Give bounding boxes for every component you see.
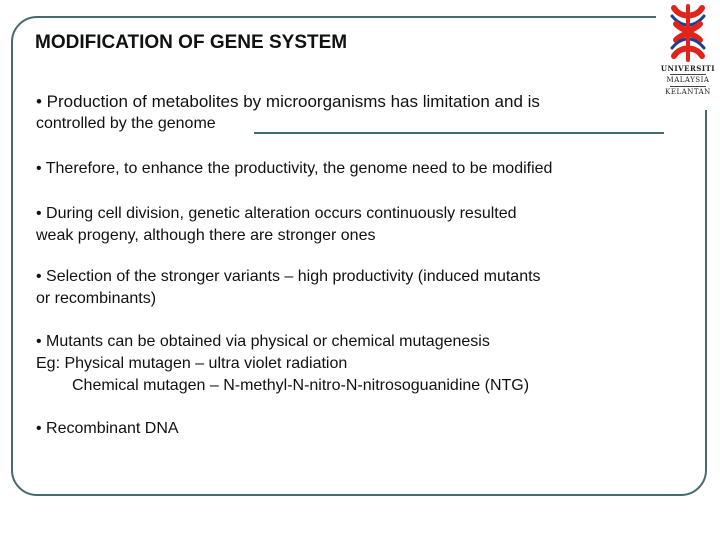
bullet-line: • Recombinant DNA xyxy=(36,420,179,437)
bullet-enhance-productivity xyxy=(36,158,552,180)
bullet-line: • Therefore, to enhance the productivity, the genome need to be modified xyxy=(36,160,553,177)
bullet-line: weak progeny, although there are stronger ones xyxy=(36,227,376,244)
logo-divider xyxy=(670,74,706,75)
logo-text-line1: UNIVERSITI xyxy=(660,64,716,73)
bullet-mutagenesis xyxy=(36,331,529,397)
logo-text-line3: KELANTAN xyxy=(665,88,711,96)
bullet-cell-division xyxy=(36,203,517,247)
bullet-recombinant-dna xyxy=(36,418,179,440)
bullet-line: • Mutants can be obtained via physical or chemical mutagenesis xyxy=(36,333,490,350)
bullet-line: • During cell division, genetic alteration occurs continuously resulted xyxy=(36,205,517,222)
bullet-line: controlled by the genome xyxy=(36,115,216,132)
bullet-selection-variants xyxy=(36,266,541,310)
bullet-line: • Selection of the stronger variants – high productivity (induced mutants xyxy=(36,268,541,285)
example-physical-mutagen: Eg: Physical mutagen – ultra violet radiation xyxy=(36,355,348,372)
example-chemical-mutagen: Chemical mutagen – N-methyl-N-nitro-N-nitrosoguanidine (NTG) xyxy=(72,377,530,394)
slide-title: MODIFICATION OF GENE SYSTEM xyxy=(35,32,348,53)
university-logo xyxy=(656,0,720,110)
logo-text-line2: MALAYSIA xyxy=(666,76,710,84)
logo-divider xyxy=(670,86,706,87)
bullet-line: or recombinants) xyxy=(36,290,157,307)
bullet-line: • Production of metabolites by microorganisms has limitation and is xyxy=(36,92,540,111)
university-emblem-icon xyxy=(666,4,710,62)
bullet-production-limitation xyxy=(36,91,540,135)
